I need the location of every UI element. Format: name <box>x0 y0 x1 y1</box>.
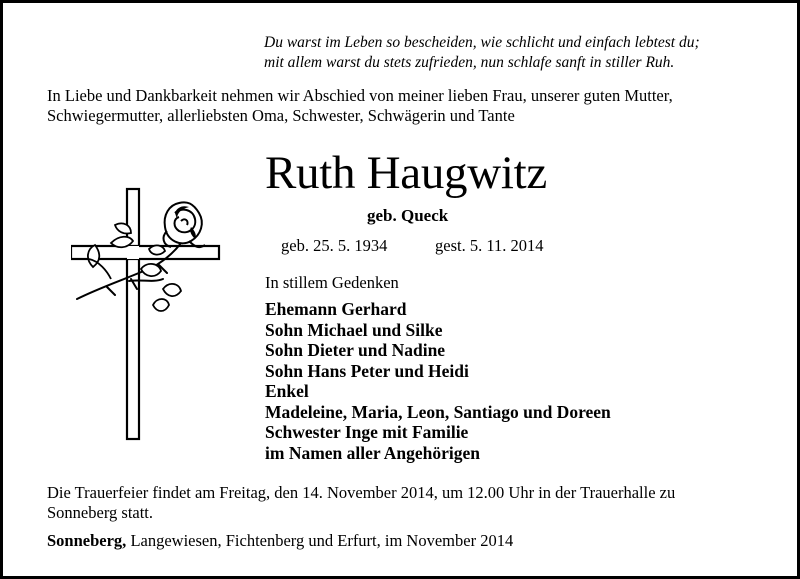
death-date: gest. 5. 11. 2014 <box>435 236 544 255</box>
poem-line-2: mit allem warst du stets zufrieden, nun schlafe sanft in stiller Ruh. <box>264 54 675 71</box>
maiden-name: geb. Queck <box>367 206 449 225</box>
mourner-line: Enkel <box>265 381 309 401</box>
mourner-line: Madeleine, Maria, Leon, Santiago und Doreen <box>265 402 611 422</box>
intro-line-1: In Liebe und Dankbarkeit nehmen wir Abschied von meiner lieben Frau, unserer guten Mutter, <box>47 86 673 105</box>
place-rest: Langewiesen, Fichtenberg und Erfurt, im November 2014 <box>126 531 514 550</box>
funeral-line-1: Die Trauerfeier findet am Freitag, den 14. November 2014, um 12.00 Uhr in der Trauerhalle zu <box>47 483 676 502</box>
mourner-line: Sohn Hans Peter und Heidi <box>265 361 469 381</box>
place-and-date <box>47 531 513 551</box>
funeral-line-2: Sonneberg statt. <box>47 503 154 522</box>
mourner-line: Ehemann Gerhard <box>265 299 407 319</box>
poem-line-1: Du warst im Leben so bescheiden, wie schlicht und einfach lebtest du; <box>264 34 700 51</box>
birth-date: geb. 25. 5. 1934 <box>281 236 388 255</box>
mourners-heading: In stillem Gedenken <box>265 273 399 292</box>
place-name: Sonneberg, <box>47 531 127 550</box>
mourner-line: im Namen aller Angehörigen <box>265 443 481 463</box>
intro-line-2: Schwiegermutter, allerliebsten Oma, Schwester, Schwägerin und Tante <box>47 106 515 125</box>
cross-with-rose-icon <box>71 187 231 452</box>
deceased-name: Ruth Haugwitz <box>265 147 547 199</box>
mourner-line: Schwester Inge mit Familie <box>265 422 469 442</box>
mourner-line: Sohn Michael und Silke <box>265 320 443 340</box>
mourner-line: Sohn Dieter und Nadine <box>265 340 446 360</box>
